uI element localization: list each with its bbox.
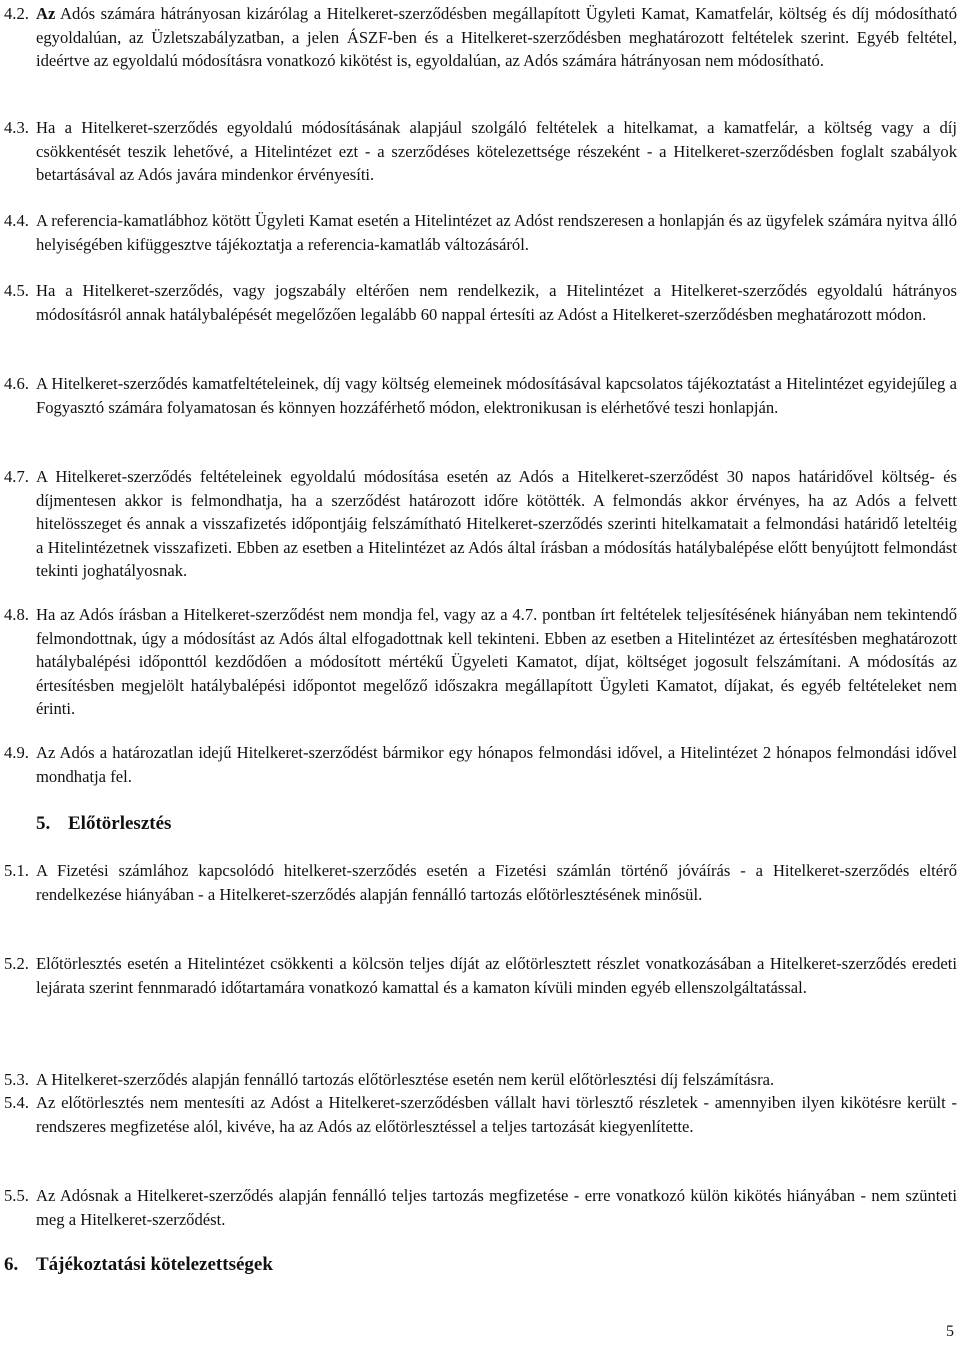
paragraph-number: 4.2.: [4, 4, 29, 23]
paragraph-4-7: [0, 465, 957, 583]
paragraph-number: 5.1.: [4, 861, 29, 880]
paragraph-text: Az Adósnak a Hitelkeret-szerződés alapján fennálló teljes tartozás megfizetése - erre vonatkozó külön kikötés hiányában - nem szünteti meg a Hitelkeret-szerződést.: [36, 1186, 957, 1229]
paragraph-text: Előtörlesztés esetén a Hitelintézet csökkenti a kölcsön teljes díját az előtörlesztett részlet vonatkozásában a Hitelkeret-szerződés eredeti lejárata szerint fennmaradó időtartamára vonatkozó kamattal és a kamaton kívüli minden egyéb ellenszolgáltatással.: [36, 954, 957, 997]
paragraph-text: A Hitelkeret-szerződés alapján fennálló tartozás előtörlesztése esetén nem kerül előtörlesztési díj felszámításra.: [36, 1070, 775, 1089]
paragraph-number: 5.5.: [4, 1186, 29, 1205]
section-title: Tájékoztatási kötelezettségek: [36, 1254, 273, 1275]
section-number: 6.: [4, 1254, 19, 1275]
paragraph-5-4: [0, 1091, 957, 1138]
section-title: Előtörlesztés: [68, 813, 172, 834]
paragraph-number: 4.5.: [4, 281, 29, 300]
paragraph-number: 4.6.: [4, 374, 29, 393]
paragraph-number: 4.7.: [4, 467, 29, 486]
paragraph-number: 4.4.: [4, 211, 29, 230]
paragraph-4-3: [0, 116, 957, 187]
paragraph-lead: Az: [36, 4, 56, 23]
paragraph-4-4: [0, 209, 957, 256]
paragraph-5-1: [0, 859, 957, 906]
paragraph-text: Ha a Hitelkeret-szerződés egyoldalú módosításának alapjául szolgáló feltételek a hitelkamat, a kamatfelár, a költség vagy a díj csökkentését teszik lehetővé, a Hitelintézet ezt - a szerződéses kötelezettsége részeként - a Hitelkeret-szerződésben foglalt szabályok betartásával az Adós javára mindenkor érvényesíti.: [36, 118, 957, 184]
paragraph-5-5: [0, 1184, 957, 1231]
paragraph-number: 5.4.: [4, 1093, 29, 1112]
paragraph-text: A referencia-kamatlábhoz kötött Ügyleti Kamat esetén a Hitelintézet az Adóst rendszeresen a honlapján és az ügyfelek számára nyitva álló helyiségében kifüggesztve tájékoztatja a referencia-kamatláb változásáról.: [36, 211, 957, 254]
paragraph-number: 4.8.: [4, 605, 29, 624]
paragraph-text: Ha az Adós írásban a Hitelkeret-szerződést nem mondja fel, vagy az a 4.7. pontban írt feltételek teljesítésének hiányában nem tekintendő felmondottnak, úgy a módosítást az Adós által elfogadottnak kell tekinteni. Ebben az esetben a Hitelintézet az értesítésben meghatározott hatálybalépési időponttól kezdődően a módosított mértékű Ügyeleti Kamatot, díjat, költséget jogosult felszámítani. A módosítás az értesítésben megjelölt hatálybalépési időpontot megelőző időszakra megállapított Ügyleti Kamatot, díjakat, és egyéb feltételeket nem érinti.: [36, 605, 957, 718]
paragraph-4-6: [0, 372, 957, 419]
paragraph-number: 5.3.: [4, 1070, 29, 1089]
paragraph-4-2: [0, 2, 957, 73]
paragraph-text: A Hitelkeret-szerződés feltételeinek egyoldalú módosítása esetén az Adós a Hitelkeret-szerződést 30 napos határidővel költség- és díjmentesen akkor is felmondhatja, ha a szerződést határozott időre kötötték. A felmondás akkor érvényes, ha az Adós a felvett hitelösszeget és annak a visszafizetés időpontjáig felszámítható Hitelkeret-szerződés szerinti hitelkamatait a felmondási határidő leteltéig a Hitelintézetnek visszafizeti. Ebben az esetben a Hitelintézet az Adós által írásban a módosítás hatálybalépése előtt benyújtott felmondást tekinti joghatályosnak.: [36, 467, 957, 580]
paragraph-number: 4.3.: [4, 118, 29, 137]
paragraph-text: Ha a Hitelkeret-szerződés, vagy jogszabály eltérően nem rendelkezik, a Hitelintézet a Hitelkeret-szerződés egyoldalú hátrányos módosításról annak hatálybalépését megelőzően legalább 60 nappal értesíti az Adóst a Hitelkeret-szerződésben meghatározott módon.: [36, 281, 957, 324]
page-number: 5: [946, 1323, 954, 1340]
paragraph-number: 5.2.: [4, 954, 29, 973]
paragraph-text: Adós számára hátrányosan kizárólag a Hitelkeret-szerződésben megállapított Ügyleti Kamat, Kamatfelár, költség és díj módosítható egyoldalúan, az Üzletszabályzatban, a jelen ÁSZF-ben és a Hitelkeret-szerződésben meghatározott feltételek szerint. Egyéb feltétel, ideértve az egyoldalú módosításra vonatkozó kikötést is, egyoldalúan, az Adós számára hátrányosan nem módosítható.: [36, 4, 957, 70]
paragraph-4-8: [0, 603, 957, 721]
paragraph-text: A Fizetési számlához kapcsolódó hitelkeret-szerződés esetén a Fizetési számlán történő jóváírás - a Hitelkeret-szerződés eltérő rendelkezése hiányában - a Hitelkeret-szerződés alapján fennálló tartozás előtörlesztésének minősül.: [36, 861, 957, 904]
paragraph-text: Az Adós a határozatlan idejű Hitelkeret-szerződést bármikor egy hónapos felmondási idővel, a Hitelintézet 2 hónapos felmondási idővel mondhatja fel.: [36, 743, 957, 786]
paragraph-text: Az előtörlesztés nem mentesíti az Adóst a Hitelkeret-szerződésben vállalt havi törlesztő részletek - amennyiben ilyen kikötésre került - rendszeres megfizetése alól, kivéve, ha az Adós az előtörlesztéssel a teljes tartozását kiegyenlítette.: [36, 1093, 957, 1136]
paragraph-5-3: [0, 1068, 957, 1092]
paragraph-number: 4.9.: [4, 743, 29, 762]
section-number: 5.: [36, 813, 51, 834]
paragraph-4-9: [0, 741, 957, 788]
paragraph-4-5: [0, 279, 957, 326]
paragraph-5-2: [0, 952, 957, 999]
paragraph-text: A Hitelkeret-szerződés kamatfeltételeinek, díj vagy költség elemeinek módosításával kapcsolatos tájékoztatást a Hitelintézet egyidejűleg a Fogyasztó számára folyamatosan és könnyen hozzáférhető módon, elektronikusan is elérhetővé teszi honlapján.: [36, 374, 957, 417]
